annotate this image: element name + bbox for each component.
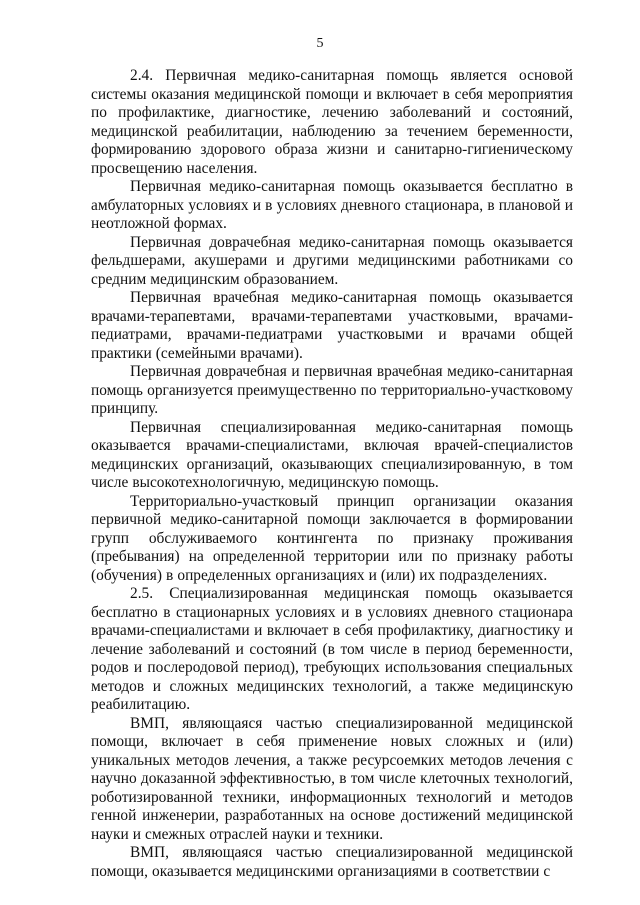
paragraph-hightech-care-methods: ВМП, являющаяся частью специализированной медицинской помощи, включает в себя применение новых сложных и (или) уникальных методов лечения, а также ресурсоемких методов лечения с научно доказанной эффективностью, в том числе клеточных технологий, роботизированной техники, информационных технологий и методов генной инженерии, разработанных на основе достижений медицинской науки и смежных отраслей науки и техники. [91,714,573,843]
paragraph-hightech-care-organizations: ВМП, являющаяся частью специализированной медицинской помощи, оказывается медицинскими организациями в соответствии с [91,844,573,880]
paragraph-prephysician-care: Первичная доврачебная медико-санитарная помощь оказывается фельдшерами, акушерами и другими медицинскими работниками со средним медицинским образованием. [91,233,573,288]
page-number: 5 [316,36,324,51]
paragraph-territorial-principle: Территориально-участковый принцип организации оказания первичной медико-санитарной помощи заключается в формировании групп обслуживаемого контингента по признаку проживания (пребывания) на определенной территории или по признаку работы (обучения) в определенных организациях и (или) их подразделениях. [91,492,573,584]
paragraph-specialized-primary-care: Первичная специализированная медико-санитарная помощь оказывается врачами-специалистами, включая врачей-специалистов медицинских организаций, оказывающих специализированную, в том числе высокотехнологичную, медицинскую помощь. [91,418,573,491]
body-text [91,67,573,881]
paragraph-2-5-specialized-care: 2.5. Специализированная медицинская помощь оказывается бесплатно в стационарных условиях и в условиях дневного стационара врачами-специалистами и включает в себя профилактику, диагностику и лечение заболеваний и состояний (в том числе в период беременности, родов и послеродовой период), требующих использования специальных методов и сложных медицинских технологий, а также медицинскую реабилитацию. [91,585,573,713]
paragraph-free-ambulatory: Первичная медико-санитарная помощь оказывается бесплатно в амбулаторных условиях и в условиях дневного стационара, в плановой и неотложной формах. [91,178,573,232]
paragraph-physician-care: Первичная врачебная медико-санитарная помощь оказывается врачами-терапевтами, врачами-терапевтами участковыми, врачами-педиатрами, врачами-педиатрами участковыми и врачами общей практики (семейными врачами). [91,289,573,362]
paragraph-territorial-organization: Первичная доврачебная и первичная врачебная медико-санитарная помощь организуется преимущественно по территориально-участковому принципу. [91,363,573,417]
paragraph-2-4-primary-care: 2.4. Первичная медико-санитарная помощь является основой системы оказания медицинской помощи и включает в себя мероприятия по профилактике, диагностике, лечению заболеваний и состояний, медицинской реабилитации, наблюдению за течением беременности, формированию здорового образа жизни и санитарно-гигиеническому просвещению населения. [91,67,573,177]
